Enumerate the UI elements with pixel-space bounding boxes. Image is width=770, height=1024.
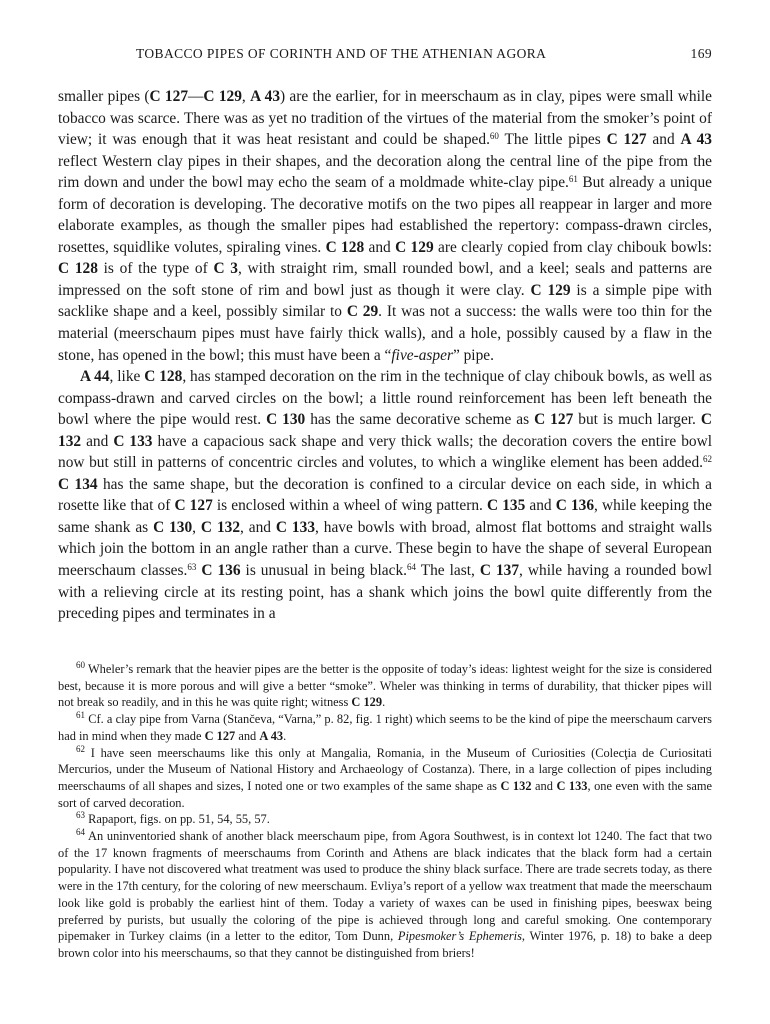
text-run: is of the type of [97, 260, 214, 278]
catalog-ref: A 43 [250, 88, 281, 105]
text-run: and [531, 778, 557, 793]
catalog-ref: C 29 [346, 303, 379, 321]
text-run: are clearly copied from clay chibouk bowls: [433, 238, 712, 256]
text-run: has the same decorative scheme as [305, 411, 535, 429]
catalog-ref: C 132 [200, 518, 241, 536]
paragraph-1 [58, 86, 712, 366]
text-run: has the same shape, but the decoration is confined to a circular device on each side, in which a rosette like that of [58, 475, 712, 515]
text-run: , [192, 518, 201, 536]
text-run: Rapaport, figs. on pp. 51, 54, 55, 57. [85, 812, 270, 827]
text-run: reflect Western clay pipes in their shapes, and the decoration along the central line of the pipe from the rim down and under the bowl may echo the seam of a moldmade white-clay pipe. [58, 152, 712, 192]
text-run: Cf. a clay pipe from Varna (Stančeva, “Varna,” p. 82, fig. 1 right) which seems to be the kind of pipe the meerschaum carvers had in mind when they made [58, 712, 712, 743]
catalog-ref: C 132 [500, 778, 532, 793]
catalog-ref: C 130 [153, 518, 193, 536]
italic-term: five-asper [391, 346, 453, 364]
text-run: , with straight rim, small rounded bowl, and a keel; seals and patterns are impressed on the soft stone of rim and bowl just as though it were clay. [58, 260, 712, 299]
italic-title: Pipesmoker’s Ephemeris [397, 929, 522, 944]
catalog-ref: C 127 [204, 728, 236, 743]
catalog-ref: C 129 [395, 238, 434, 256]
footnote-61 [58, 711, 712, 744]
catalog-ref: C 129 [530, 281, 571, 299]
text-run: and [364, 238, 396, 256]
text-run: — [188, 88, 204, 105]
catalog-ref: C 136 [555, 497, 595, 515]
catalog-ref: C 129 [203, 88, 242, 105]
catalog-ref: C 127 [149, 88, 189, 105]
footnote-number: 60 [76, 660, 85, 670]
footnote-number: 64 [76, 827, 85, 838]
text-run: , [241, 88, 251, 105]
text-run: . [382, 695, 386, 710]
catalog-ref: C 134 [58, 475, 98, 493]
catalog-ref: A 43 [680, 131, 712, 149]
text-run: The last, [416, 562, 480, 580]
catalog-ref: C 133 [113, 432, 153, 450]
footnote-60 [58, 661, 712, 711]
footnote-marker: 61 [568, 174, 578, 185]
text-run: is unusual in being black. [240, 562, 407, 580]
catalog-ref: C 129 [351, 695, 383, 710]
footnote-63 [58, 811, 712, 828]
text-run: is enclosed within a wheel of wing pattern. [212, 497, 487, 515]
footnote-marker: 60 [489, 131, 499, 142]
main-text [58, 86, 712, 625]
catalog-ref: C 137 [479, 562, 520, 580]
catalog-ref: A 44 [80, 368, 110, 386]
catalog-ref: C 3 [213, 260, 238, 278]
text-run: ” pipe. [452, 346, 494, 364]
running-head [58, 46, 712, 66]
catalog-ref: C 128 [144, 368, 183, 386]
catalog-ref: C 128 [325, 238, 365, 256]
footnote-marker: 63 [187, 562, 197, 573]
catalog-ref: C 127 [534, 411, 574, 429]
footnote-number: 63 [76, 810, 85, 821]
text-run: ) are the earlier, for in meerschaum as in clay, pipes were small while tobacco was scarce. There was as yet no tradition of the virtues of the material from the smoker’s point of view; it was enough that it was heat resistant and could be shaped. [58, 88, 712, 149]
paragraph-2 [58, 366, 712, 625]
page-number: 169 [690, 46, 712, 61]
catalog-ref: C 132 [58, 411, 713, 450]
catalog-ref: C 136 [201, 562, 241, 580]
catalog-ref: C 135 [486, 497, 526, 515]
text-run: . [283, 728, 287, 743]
text-run: , Winter 1976, p. 18) to bake a deep brown color into his meerschaums, so that they cannot be distinguished from briers! [58, 929, 712, 960]
catalog-ref: C 130 [266, 411, 306, 429]
catalog-ref: C 133 [556, 778, 588, 793]
footnote-number: 61 [76, 710, 85, 721]
text-run: . It was not a success: the walls were too thin for the material (meerschaum pipes must have fairly thick walls), and a hole, possibly caused by a flaw in the stone, has opened in the bowl; this must have been a “ [58, 303, 712, 364]
catalog-ref: C 127 [606, 131, 647, 149]
footnote-62 [58, 745, 712, 812]
catalog-ref: C 127 [174, 497, 213, 515]
text-run: and [525, 497, 556, 515]
catalog-ref: C 133 [275, 518, 316, 536]
catalog-ref: C 128 [58, 260, 98, 278]
text-run: I have seen meerschaums like this only at Mangalia, Romania, in the Museum of Curiosities (Colecţia de Curiositati Mercurios, under the Museum of National History and Archaeology of Costanza). There, in a large collection of pipes including meerschaums of all shapes and sizes, I noted one or two examples of the same shape as [58, 745, 712, 793]
running-title: TOBACCO PIPES OF CORINTH AND OF THE ATHENIAN AGORA [136, 46, 547, 61]
text-run: and [81, 432, 114, 450]
text-run: smaller pipes ( [58, 88, 150, 105]
text-run: , has stamped decoration on the rim in the technique of clay chibouk bowls, as well as compass-drawn and carved circles on the bowl; a little round reinforcement has been left beneath the bowl where the pipe would rest. [58, 368, 712, 429]
footnote-64 [58, 828, 712, 962]
text-run: , while having a rounded bowl with a relieving circle at its resting point, has a shank which joins the bowl quite differently from the preceding pipes and terminates in a [58, 562, 712, 623]
catalog-ref: A 43 [259, 728, 284, 743]
text-run: The little pipes [498, 131, 607, 149]
text-run: , and [240, 518, 276, 536]
footnotes [58, 661, 712, 962]
text-run: Wheler’s remark that the heavier pipes are the better is the opposite of today’s ideas: lightest weight for the size is considered best, because it is more porous and will give a better “smoke”. Wheler was thinking in terms of durability, that thicker pipes will not break so readily, and in this he was quite right; witness [58, 662, 712, 710]
text-run: , like [109, 368, 145, 386]
text-run: have a capacious sack shape and very thick walls; the decoration covers the entire bowl now but still in patterns of concentric circles and volutes, to which a winglike element has been added. [58, 432, 712, 472]
footnote-marker: 62 [703, 454, 712, 465]
text-run: , one even with the same sort of carved decoration. [58, 778, 712, 810]
text-run: but is much larger. [573, 411, 701, 429]
text-run: and [646, 131, 681, 149]
text-run: , while keeping the same shank as [58, 497, 712, 536]
text-run: But already a unique form of decoration is developing. The decorative motifs on the two pipes all reappear in larger and more elaborate examples, as though the smaller pipes had established the repertory: compass-drawn circles, rosettes, squidlike volutes, spiraling vines. [58, 174, 712, 256]
text-run: , have bowls with broad, almost flat bottoms and straight walls which join the bottom in an angle rather than a curve. These begin to have the shape of several European meerschaum classes. [58, 518, 712, 580]
footnote-number: 62 [76, 743, 85, 754]
footnote-marker: 64 [407, 562, 416, 573]
text-run: An uninventoried shank of another black meerschaum pipe, from Agora Southwest, is in context lot 1240. The fact that two of the 17 known fragments of meerschaums from Corinth and Athens are black indicates that the black form had a certain popularity. I have not discovered what treatment was used to produce the shiny black surface. There are trade secrets today, as there were in the 17th century, for the coloring of new meerschaum. Evliya’s report of a yellow wax treatment that made the meerschaum look like gold is probably the earliest hint of them. Today a variety of waxes can be used in finishing pipes, beeswax being preferred by purists, but usually the coloring of the pipe is achieved through long and careful smoking. One contemporary pipemaker in Turkey claims (in a letter to the editor, Tom Dunn, [58, 829, 712, 944]
text-run: is a simple pipe with sacklike shape and a keel, possibly similar to [58, 281, 712, 321]
text-run: and [235, 728, 260, 743]
